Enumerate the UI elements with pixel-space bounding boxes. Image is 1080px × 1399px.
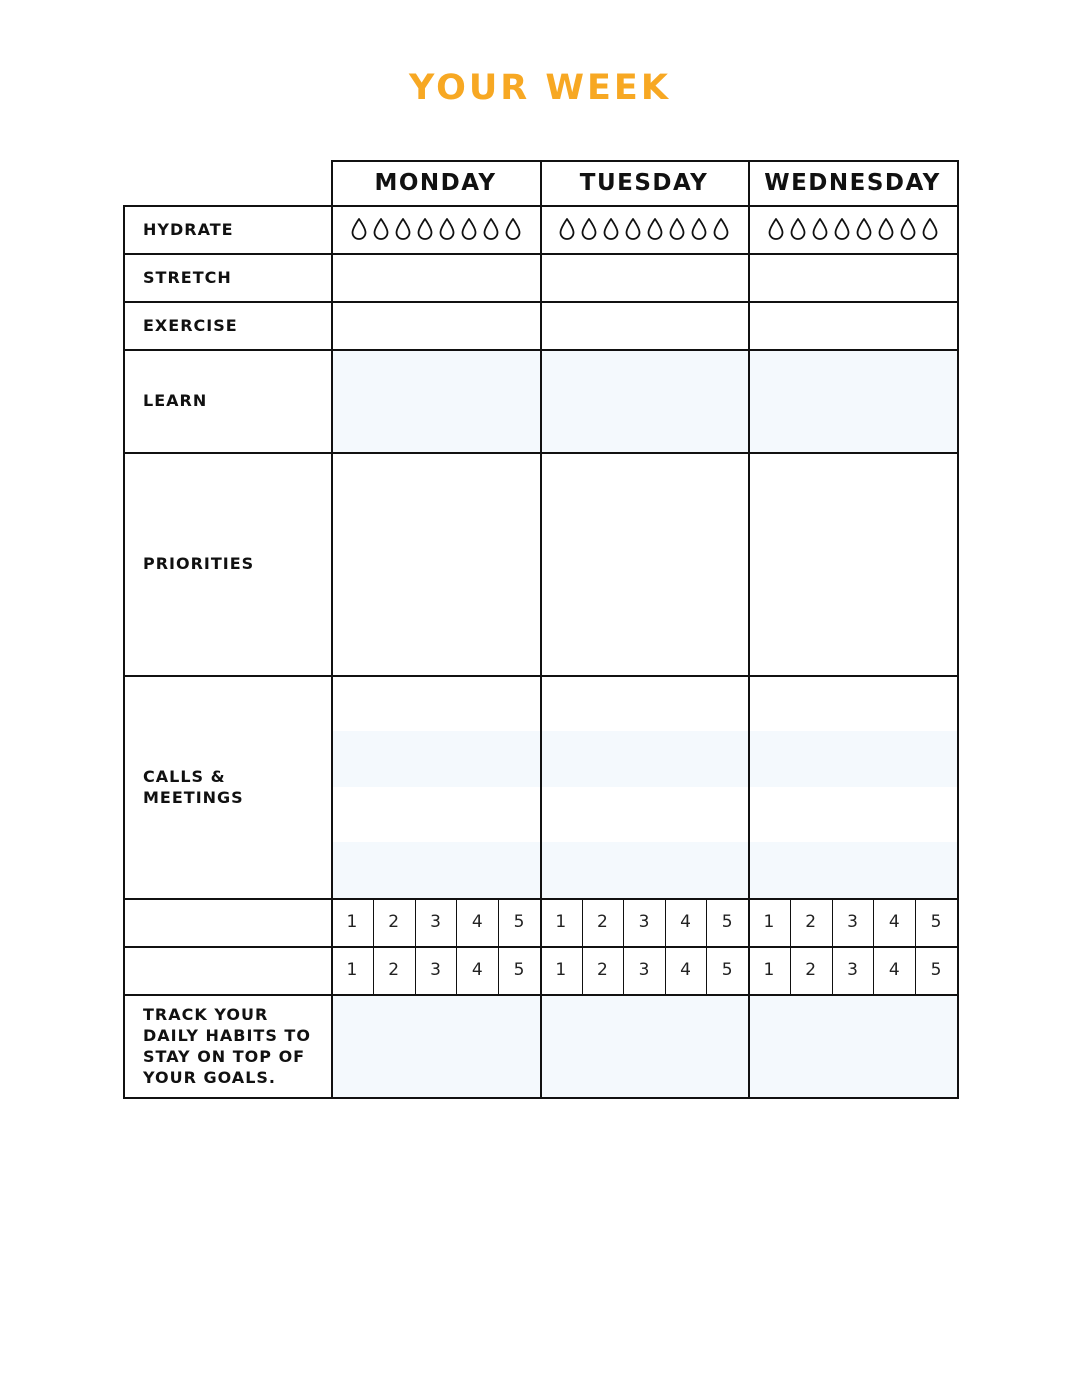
row-label-track: TRACK YOUR DAILY HABITS TO STAY ON TOP OF YOUR GOALS. (143, 1004, 311, 1087)
rating-divider (915, 946, 916, 994)
row-label-exercise: EXERCISE (143, 315, 238, 335)
grid-line-left (123, 205, 125, 1099)
grid-line-col (540, 160, 542, 1099)
track-cell-tuesday[interactable] (540, 994, 748, 1097)
rating-monday-3[interactable]: 3 (430, 960, 441, 980)
rating-wednesday-5[interactable]: 5 (930, 960, 942, 980)
learn-cell-tuesday[interactable] (540, 349, 748, 452)
rating-divider (790, 946, 791, 994)
priorities-cell-wednesday[interactable] (748, 452, 957, 675)
grid-line-col (748, 160, 750, 1099)
page-title: YOUR WEEK (409, 68, 671, 108)
rating-divider (582, 946, 583, 994)
grid-line-col (331, 160, 333, 1099)
stretch-cell-monday[interactable] (331, 253, 540, 301)
exercise-cell-tuesday[interactable] (540, 301, 748, 349)
water-drop-icon[interactable] (668, 217, 686, 241)
priorities-cell-tuesday[interactable] (540, 452, 748, 675)
calls-meetings-cell-monday[interactable] (331, 675, 540, 898)
rating-wednesday-1[interactable]: 1 (763, 960, 775, 980)
rating-divider (706, 898, 707, 946)
row-label-blank (123, 898, 331, 946)
water-drop-icon[interactable] (921, 217, 939, 241)
rating-divider (582, 898, 583, 946)
rating-monday-3[interactable]: 3 (430, 912, 441, 932)
rating-divider (623, 946, 624, 994)
row-label-hydrate: HYDRATE (143, 219, 234, 239)
rating-monday-1[interactable]: 1 (346, 960, 358, 980)
water-drop-icon[interactable] (416, 217, 434, 241)
rating-divider (790, 898, 791, 946)
water-drop-icon[interactable] (438, 217, 456, 241)
rating-monday-1[interactable]: 1 (346, 912, 358, 932)
water-drop-icon[interactable] (580, 217, 598, 241)
rating-divider (415, 946, 416, 994)
water-drop-icon[interactable] (690, 217, 708, 241)
water-drop-icon[interactable] (504, 217, 522, 241)
calls-meetings-cell-tuesday[interactable] (540, 675, 748, 898)
hydrate-drops-wednesday (748, 205, 957, 253)
rating-monday-4[interactable]: 4 (471, 912, 483, 932)
grid-line-top (331, 160, 959, 162)
row-label-learn: LEARN (143, 391, 208, 410)
rating-wednesday-2[interactable]: 2 (805, 960, 817, 980)
water-drop-icon[interactable] (767, 217, 785, 241)
rating-tuesday-5[interactable]: 5 (721, 960, 733, 980)
priorities-cell-monday[interactable] (331, 452, 540, 675)
water-drop-icon[interactable] (372, 217, 390, 241)
stretch-cell-wednesday[interactable] (748, 253, 957, 301)
rating-divider (498, 946, 499, 994)
stretch-cell-tuesday[interactable] (540, 253, 748, 301)
rating-tuesday-2[interactable]: 2 (596, 912, 608, 932)
water-drop-icon[interactable] (712, 217, 730, 241)
water-drop-icon[interactable] (811, 217, 829, 241)
rating-monday-2[interactable]: 2 (388, 960, 400, 980)
water-drop-icon[interactable] (558, 217, 576, 241)
rating-divider (456, 898, 457, 946)
rating-divider (832, 898, 833, 946)
day-header-monday: MONDAY (374, 169, 497, 196)
water-drop-icon[interactable] (624, 217, 642, 241)
learn-cell-wednesday[interactable] (748, 349, 957, 452)
row-label-calls-meetings: CALLS & MEETINGS (143, 766, 244, 807)
rating-divider (706, 946, 707, 994)
rating-tuesday-1[interactable]: 1 (555, 912, 567, 932)
water-drop-icon[interactable] (646, 217, 664, 241)
rating-divider (832, 946, 833, 994)
rating-divider (873, 946, 874, 994)
rating-tuesday-1[interactable]: 1 (555, 960, 567, 980)
water-drop-icon[interactable] (602, 217, 620, 241)
row-label-blank (123, 946, 331, 994)
rating-monday-4[interactable]: 4 (471, 960, 483, 980)
row-label-stretch: STRETCH (143, 267, 232, 287)
hydrate-drops-monday (331, 205, 540, 253)
water-drop-icon[interactable] (833, 217, 851, 241)
rating-divider (623, 898, 624, 946)
rating-divider (373, 946, 374, 994)
water-drop-icon[interactable] (394, 217, 412, 241)
rating-wednesday-5[interactable]: 5 (930, 912, 942, 932)
water-drop-icon[interactable] (899, 217, 917, 241)
day-header-tuesday: TUESDAY (579, 169, 709, 196)
row-label-priorities: PRIORITIES (143, 554, 255, 573)
rating-wednesday-1[interactable]: 1 (763, 912, 775, 932)
rating-divider (665, 898, 666, 946)
water-drop-icon[interactable] (877, 217, 895, 241)
rating-divider (415, 898, 416, 946)
rating-tuesday-3[interactable]: 3 (638, 912, 650, 932)
day-header-wednesday: WEDNESDAY (764, 169, 941, 196)
rating-tuesday-4[interactable]: 4 (680, 960, 691, 980)
water-drop-icon[interactable] (460, 217, 478, 241)
water-drop-icon[interactable] (350, 217, 368, 241)
rating-monday-2[interactable]: 2 (388, 912, 400, 932)
rating-wednesday-4[interactable]: 4 (888, 912, 900, 932)
rating-wednesday-4[interactable]: 4 (888, 960, 900, 980)
rating-divider (456, 946, 457, 994)
rating-tuesday-3[interactable]: 3 (638, 960, 650, 980)
rating-divider (665, 946, 666, 994)
hydrate-drops-tuesday (540, 205, 748, 253)
rating-divider (873, 898, 874, 946)
rating-monday-5[interactable]: 5 (513, 960, 525, 980)
water-drop-icon[interactable] (482, 217, 500, 241)
track-cell-monday[interactable] (331, 994, 540, 1097)
learn-cell-monday[interactable] (331, 349, 540, 452)
rating-divider (915, 898, 916, 946)
grid-line-col (957, 160, 959, 1099)
exercise-cell-monday[interactable] (331, 301, 540, 349)
calls-meetings-cell-wednesday[interactable] (748, 675, 957, 898)
rating-divider (373, 898, 374, 946)
rating-tuesday-2[interactable]: 2 (596, 960, 608, 980)
water-drop-icon[interactable] (789, 217, 807, 241)
rating-monday-5[interactable]: 5 (513, 912, 525, 932)
rating-tuesday-4[interactable]: 4 (680, 912, 691, 932)
rating-wednesday-3[interactable]: 3 (847, 912, 858, 932)
water-drop-icon[interactable] (855, 217, 873, 241)
rating-divider (498, 898, 499, 946)
track-cell-wednesday[interactable] (748, 994, 957, 1097)
rating-wednesday-2[interactable]: 2 (805, 912, 817, 932)
exercise-cell-wednesday[interactable] (748, 301, 957, 349)
rating-tuesday-5[interactable]: 5 (721, 912, 733, 932)
rating-wednesday-3[interactable]: 3 (847, 960, 858, 980)
